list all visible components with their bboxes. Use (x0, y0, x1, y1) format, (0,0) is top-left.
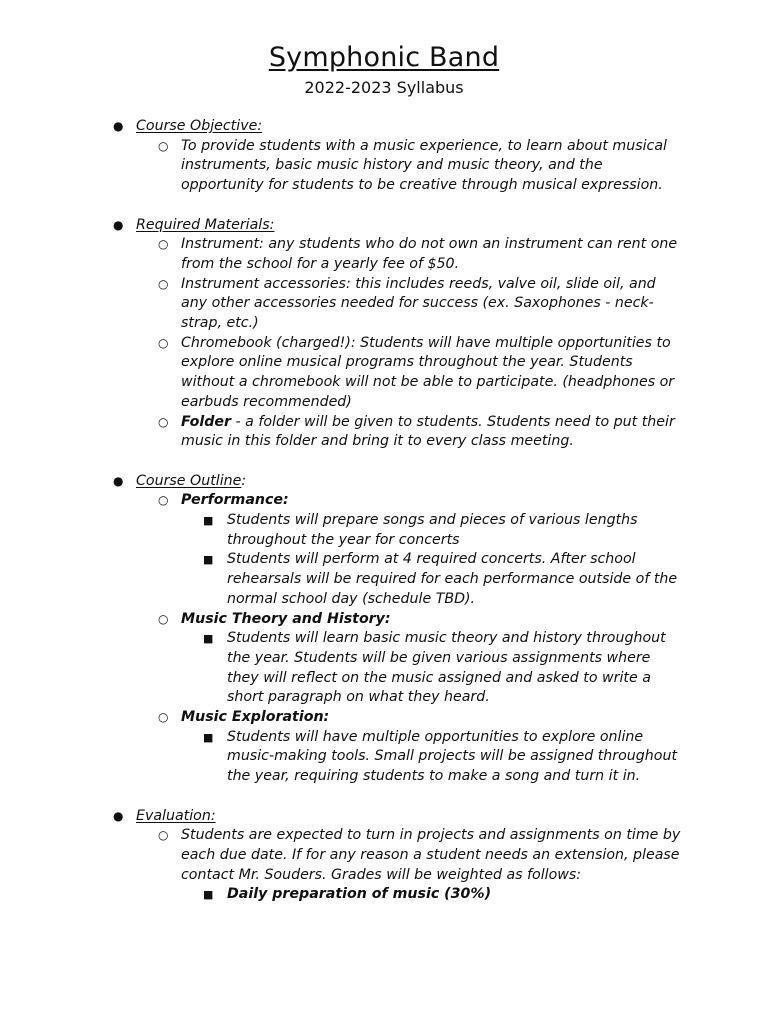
material-accessories: Instrument accessories: this includes reeds, valve oil, slide oil, and any other accessories needed for success (ex. Saxophones - neck-strap, etc.) (181, 275, 656, 332)
section-required-materials (0, 216, 768, 452)
evaluation-text: Students are expected to turn in projects and assignments on time by each due date. If for any reason a student needs an extension, please contact Mr. Souders. Grades will be weighted as follows: (181, 827, 681, 883)
list-item (0, 728, 768, 787)
material-instrument: Instrument: any students who do not own an instrument can rent one from the school for a yearly fee of $50. (181, 236, 678, 272)
list-item (0, 511, 768, 550)
list-item (0, 235, 768, 274)
bullet-circle-icon: ○ (158, 276, 169, 291)
bullet-circle-icon: ○ (158, 237, 169, 252)
section-heading-row (0, 117, 768, 137)
section-heading: Evaluation: (136, 807, 216, 824)
subsection-heading (0, 610, 768, 630)
bullet-square-icon: ■ (203, 730, 214, 744)
page-title: Symphonic Band (268, 42, 500, 73)
list-item (0, 413, 768, 452)
list-item (0, 334, 768, 413)
material-chromebook: Chromebook (charged!): Students will have multiple opportunities to explore online musical programs throughout the year. Students without a chromebook will not be able to participate. (headphones or earbuds recommended) (181, 334, 675, 410)
bullet-square-icon: ■ (203, 553, 214, 567)
heading-colon: : (241, 472, 247, 489)
subsection-heading (0, 708, 768, 728)
exploration-label: Music Exploration: (181, 709, 330, 726)
theory-label: Music Theory and History: (181, 610, 391, 627)
material-folder-text: - a folder will be given to students. Students need to put their music in this folder and bring it to every class meeting. (181, 413, 675, 450)
list-item (0, 885, 768, 905)
section-heading: Course Objective: (136, 118, 263, 134)
bullet-circle-icon: ○ (158, 611, 169, 626)
bullet-square-icon: ■ (203, 888, 214, 902)
bullet-square-icon: ■ (203, 632, 214, 646)
section-heading-row (0, 807, 768, 827)
list-item (0, 137, 768, 196)
bullet-disc-icon: ● (113, 808, 124, 823)
exploration-item: Students will have multiple opportunities to explore online music-making tools. Small projects will be assigned throughout the year, requiring students to make a song and turn it in. (227, 728, 678, 785)
grade-weight-item: Daily preparation of music (30%) (227, 886, 492, 903)
performance-label: Performance: (181, 492, 289, 509)
section-heading-row (0, 472, 768, 492)
list-item (0, 826, 768, 885)
section-course-outline (0, 472, 768, 787)
list-item (0, 275, 768, 334)
bullet-circle-icon: ○ (158, 493, 169, 508)
bullet-disc-icon: ● (113, 119, 124, 133)
bullet-square-icon: ■ (203, 514, 214, 528)
list-item (0, 550, 768, 609)
objective-text: To provide students with a music experience, to learn about musical instruments, basic music history and music theory, and the opportunity for students to be creative through musical expression. (181, 137, 667, 194)
bullet-circle-icon: ○ (158, 710, 169, 725)
bullet-circle-icon: ○ (158, 414, 169, 429)
subsection-heading (0, 491, 768, 511)
section-heading-row (0, 216, 768, 236)
performance-item: Students will prepare songs and pieces of various lengths throughout the year for concerts (227, 512, 638, 548)
page-subtitle: 2022-2023 Syllabus (304, 78, 464, 97)
syllabus-content (0, 117, 768, 925)
bullet-circle-icon: ○ (158, 828, 169, 843)
section-course-objective (0, 117, 768, 196)
theory-item: Students will learn basic music theory and history throughout the year. Students will be given various assignments where they will reflect on the music assigned and asked to write a short paragraph on what they heard. (227, 630, 666, 706)
section-heading: Required Materials: (136, 216, 275, 233)
section-evaluation (0, 807, 768, 906)
list-item (0, 629, 768, 708)
section-heading: Course Outline (136, 472, 242, 489)
bullet-disc-icon: ● (113, 473, 124, 488)
bullet-circle-icon: ○ (158, 335, 169, 350)
bullet-circle-icon: ○ (158, 138, 169, 153)
material-folder-label: Folder (181, 413, 231, 430)
performance-item: Students will perform at 4 required concerts. After school rehearsals will be required for each performance outside of the normal school day (schedule TBD). (227, 551, 678, 607)
bullet-disc-icon: ● (113, 217, 124, 232)
